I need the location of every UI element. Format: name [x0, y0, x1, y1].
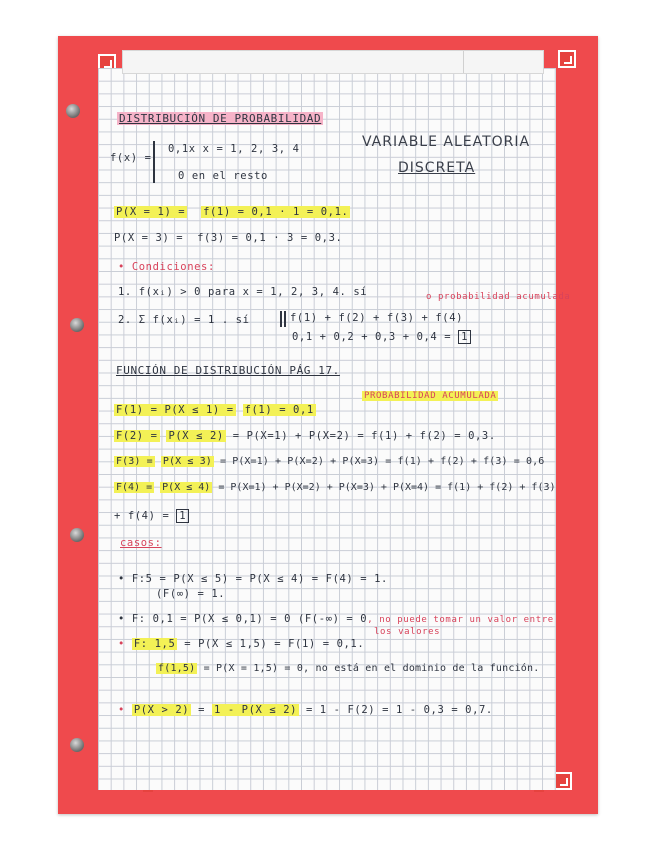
notebook-logo-top-right-icon: [558, 50, 576, 68]
binder-hole-icon: [66, 104, 80, 118]
binder-hole-icon: [70, 738, 84, 752]
case-f15: • F: 1,5 = P(X ≤ 1,5) = F(1) = 0,1.: [118, 638, 365, 650]
case-px-greater: • P(X > 2) = 1 - P(X ≤ 2) = 1 - F(2) = 1 - 0,3 = 0,7.: [118, 704, 493, 716]
condition-separator: [284, 311, 286, 327]
label-cumulative-probability: PROBABILIDAD ACUMULADA: [364, 391, 497, 401]
condition-1: 1. f(xᵢ) > 0 para x = 1, 2, 3, 4. sí: [118, 286, 368, 298]
condition-2-sum: f(1) + f(2) + f(3) + f(4): [290, 312, 464, 324]
side-title-discrete: DISCRETA: [398, 160, 476, 176]
binder-hole-icon: [70, 528, 84, 542]
title-probability-distribution: DISTRIBUCIÓN DE PROBABILIDAD: [119, 112, 322, 125]
fx-case-1: 0,1x x = 1, 2, 3, 4: [168, 143, 300, 155]
case-f01-note: los valores: [374, 627, 441, 637]
title-distribution-function: FUNCIÓN DE DISTRIBUCIÓN PÁG 17.: [116, 364, 340, 377]
F2-line: F(2) = P(X ≤ 2) = P(X=1) + P(X=2) = f(1) + f(2) = 0,3.: [116, 430, 496, 442]
notebook-logo-bottom-right-icon: [554, 772, 572, 790]
F4-continuation: + f(4) = 1: [114, 510, 189, 522]
conditions-label: • Condiciones:: [118, 261, 215, 273]
F1-line: F(1) = P(X ≤ 1) = f(1) = 0,1: [116, 404, 314, 416]
binder-hole-icon: [70, 318, 84, 332]
p-x3-line: P(X = 3) = f(3) = 0,1 · 3 = 0,3.: [114, 232, 343, 244]
side-title-variable: VARIABLE ALEATORIA: [362, 134, 531, 150]
cases-label: casos:: [120, 537, 162, 549]
case-f01: • F: 0,1 = P(X ≤ 0,1) = 0 (F(-∞) = 0, no puede tomar un valor entre: [118, 613, 554, 625]
p-x1-line: P(X = 1) = f(1) = 0,1 · 1 = 0,1.: [116, 206, 349, 218]
cases-brace: [153, 141, 161, 183]
case-f5: • F:5 = P(X ≤ 5) = P(X ≤ 4) = F(4) = 1.: [118, 573, 388, 585]
condition-separator: [280, 311, 282, 327]
case-f15-b: f(1,5) = P(X = 1,5) = 0, no está en el dominio de la función.: [158, 663, 540, 674]
condition-note: o probabilidad acumulada: [426, 292, 571, 302]
fx-case-2: 0 en el resto: [178, 170, 268, 182]
F3-line: F(3) = P(X ≤ 3) = P(X=1) + P(X=2) + P(X=3) = f(1) + f(2) + f(3) = 0,6: [116, 456, 545, 467]
case-f5-note: (F(∞) = 1.: [156, 588, 226, 600]
F4-line: F(4) = P(X ≤ 4) = P(X=1) + P(X=2) + P(X=3) + P(X=4) = f(1) + f(2) + f(3): [116, 482, 556, 493]
date-header-bar: [122, 50, 544, 74]
fx-lhs: f(x) =: [110, 152, 152, 164]
grid-paper: [98, 68, 556, 790]
condition-2: 2. Σ f(xᵢ) = 1 . sí: [118, 314, 250, 326]
condition-2-values: 0,1 + 0,2 + 0,3 + 0,4 = 1: [292, 331, 471, 343]
